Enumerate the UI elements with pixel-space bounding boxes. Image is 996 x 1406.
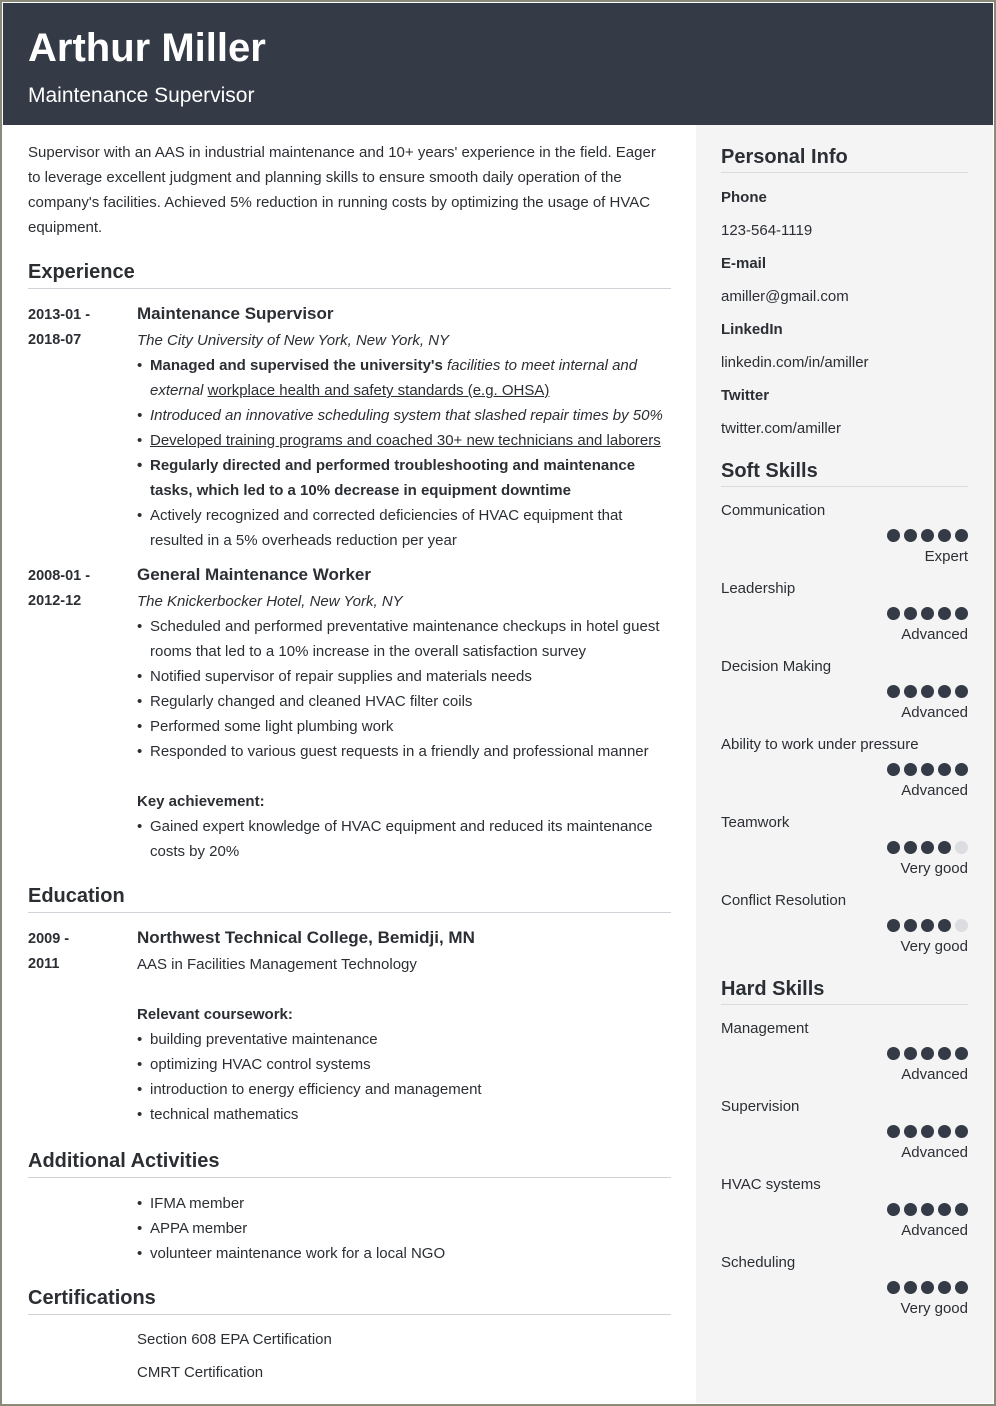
list-item: • volunteer maintenance work for a local NGO [137, 1241, 671, 1266]
skill-level: Advanced [901, 782, 968, 799]
skill-rating [721, 529, 968, 542]
list-item: • technical mathematics [137, 1102, 671, 1127]
rating-dot-filled [938, 763, 951, 776]
list-item: • Actively recognized and corrected deficiencies of HVAC equipment that resulted in a 5% overheads reduction per year [137, 503, 671, 553]
skill-rating [721, 685, 968, 698]
education-heading: Education [28, 884, 671, 913]
rating-dot-filled [921, 529, 934, 542]
soft-skills-heading: Soft Skills [721, 459, 968, 487]
rating-dot-filled [921, 1281, 934, 1294]
rating-dot-filled [921, 919, 934, 932]
rating-dot-filled [904, 607, 917, 620]
skill-name: Ability to work under pressure [721, 736, 919, 753]
certification-item: Section 608 EPA Certification [137, 1331, 332, 1348]
skill-item [721, 579, 968, 645]
skill-name: HVAC systems [721, 1176, 821, 1193]
email-label: E-mail [721, 255, 767, 272]
list-item: • Notified supervisor of repair supplies and materials needs [137, 664, 671, 689]
list-item: • Performed some light plumbing work [137, 714, 671, 739]
rating-dot-filled [904, 763, 917, 776]
job-bullets [137, 614, 671, 764]
skill-rating [721, 1281, 968, 1294]
rating-dot-filled [921, 1047, 934, 1060]
skill-level: Advanced [901, 626, 968, 643]
skill-name: Supervision [721, 1098, 800, 1115]
skill-name: Management [721, 1020, 809, 1037]
rating-dot-filled [938, 1203, 951, 1216]
rating-dot-filled [955, 1047, 968, 1060]
rating-dot-empty [955, 919, 968, 932]
rating-dot-filled [904, 529, 917, 542]
certifications-list [28, 1327, 671, 1385]
rating-dot-filled [938, 841, 951, 854]
list-item: • Responded to various guest requests in a friendly and professional manner [137, 739, 671, 764]
linkedin-label: LinkedIn [721, 321, 783, 338]
degree: AAS in Facilities Management Technology [137, 956, 417, 973]
job-title: Maintenance Supervisor [137, 304, 334, 323]
skill-name: Leadership [721, 580, 796, 597]
skill-name: Conflict Resolution [721, 892, 847, 909]
rating-dot-filled [904, 685, 917, 698]
skill-item [721, 1097, 968, 1163]
phone-label: Phone [721, 189, 767, 206]
list-item: • Managed and supervised the university's facilities to meet internal and external workplace health and safety standards (e.g. OHSA) [137, 353, 671, 403]
summary: Supervisor with an AAS in industrial maintenance and 10+ years' experience in the field. Eager to leverage excellent judgment and planning skills to ensure smooth daily operation of the company's facilities. Achieved 5% reduction in running costs by optimizing the usage of HVAC equipment. [28, 144, 656, 236]
email-value: amiller@gmail.com [721, 288, 849, 305]
skill-item [721, 1253, 968, 1319]
rating-dot-filled [938, 685, 951, 698]
coursework-label: Relevant coursework: [137, 1006, 293, 1023]
skill-rating [721, 763, 968, 776]
hard-skills-list [721, 1019, 968, 1319]
linkedin-value: linkedin.com/in/amiller [721, 354, 869, 371]
skill-rating [721, 1203, 968, 1216]
rating-dot-filled [887, 685, 900, 698]
activities-list [28, 1191, 671, 1266]
skill-level: Advanced [901, 1066, 968, 1083]
hard-skills-heading: Hard Skills [721, 977, 968, 1005]
rating-dot-filled [921, 607, 934, 620]
rating-dot-filled [921, 841, 934, 854]
rating-dot-filled [921, 763, 934, 776]
job-dates: 2013-01 - 2018-07 [28, 307, 91, 348]
skill-level: Very good [900, 938, 968, 955]
rating-dot-filled [955, 1203, 968, 1216]
list-item: • APPA member [137, 1216, 671, 1241]
certifications-heading: Certifications [28, 1286, 671, 1315]
rating-dot-filled [904, 1281, 917, 1294]
rating-dot-filled [887, 1281, 900, 1294]
skill-item [721, 735, 968, 801]
rating-dot-filled [904, 1203, 917, 1216]
rating-dot-filled [887, 1047, 900, 1060]
rating-dot-filled [887, 1203, 900, 1216]
resume-header [3, 3, 993, 125]
experience-heading: Experience [28, 260, 671, 289]
job-bullets [137, 353, 671, 553]
skill-level: Very good [900, 860, 968, 877]
personal-info-heading: Personal Info [721, 145, 968, 173]
skill-item [721, 813, 968, 879]
education-entry [28, 926, 671, 1127]
rating-dot-filled [955, 685, 968, 698]
rating-dot-filled [887, 529, 900, 542]
activities-heading: Additional Activities [28, 1149, 671, 1178]
skill-rating [721, 919, 968, 932]
skill-level: Advanced [901, 1144, 968, 1161]
list-item: • Gained expert knowledge of HVAC equipment and reduced its maintenance costs by 20% [137, 814, 671, 864]
rating-dot-filled [921, 685, 934, 698]
job-employer: The Knickerbocker Hotel, New York, NY [137, 593, 403, 610]
skill-level: Advanced [901, 1222, 968, 1239]
skill-name: Communication [721, 502, 826, 519]
job-entry [28, 302, 671, 553]
list-item: • optimizing HVAC control systems [137, 1052, 671, 1077]
skill-rating [721, 607, 968, 620]
skill-item [721, 1019, 968, 1085]
rating-dot-empty [955, 841, 968, 854]
job-dates: 2008-01 - 2012-12 [28, 568, 91, 609]
skill-rating [721, 1125, 968, 1138]
candidate-name: Arthur Miller [28, 26, 266, 70]
main-column [28, 125, 671, 1385]
rating-dot-filled [955, 1125, 968, 1138]
list-item: • Regularly changed and cleaned HVAC filter coils [137, 689, 671, 714]
rating-dot-filled [887, 1125, 900, 1138]
skill-rating [721, 1047, 968, 1060]
rating-dot-filled [938, 1047, 951, 1060]
key-achievement-label: Key achievement: [137, 793, 265, 810]
coursework-list [137, 1027, 671, 1127]
rating-dot-filled [904, 841, 917, 854]
rating-dot-filled [955, 1281, 968, 1294]
list-item: • introduction to energy efficiency and management [137, 1077, 671, 1102]
soft-skills-list [721, 501, 968, 957]
skill-name: Scheduling [721, 1254, 796, 1271]
rating-dot-filled [921, 1125, 934, 1138]
list-item: • building preventative maintenance [137, 1027, 671, 1052]
list-item: • Regularly directed and performed troubleshooting and maintenance tasks, which led to a 10% decrease in equipment downtime [137, 453, 671, 503]
skill-item [721, 1175, 968, 1241]
job-entry [28, 563, 671, 864]
skill-level: Very good [900, 1300, 968, 1317]
skill-item [721, 657, 968, 723]
list-item: • IFMA member [137, 1191, 671, 1216]
rating-dot-filled [887, 841, 900, 854]
job-title: General Maintenance Worker [137, 565, 371, 584]
job-employer: The City University of New York, New York, NY [137, 332, 450, 349]
skill-item [721, 501, 968, 567]
skill-item [721, 891, 968, 957]
phone-value: 123-564-1119 [721, 222, 813, 239]
school-name: Northwest Technical College, Bemidji, MN [137, 928, 475, 947]
rating-dot-filled [955, 763, 968, 776]
education-dates: 2009 - 2011 [28, 931, 70, 972]
skill-level: Expert [924, 548, 968, 565]
rating-dot-filled [904, 919, 917, 932]
candidate-title: Maintenance Supervisor [28, 84, 255, 107]
rating-dot-filled [938, 919, 951, 932]
list-item: • Introduced an innovative scheduling system that slashed repair times by 50% [137, 403, 671, 428]
rating-dot-filled [887, 763, 900, 776]
rating-dot-filled [938, 1125, 951, 1138]
rating-dot-filled [955, 529, 968, 542]
certification-item: CMRT Certification [137, 1364, 264, 1381]
twitter-value: twitter.com/amiller [721, 420, 842, 437]
rating-dot-filled [887, 607, 900, 620]
rating-dot-filled [938, 529, 951, 542]
rating-dot-filled [938, 607, 951, 620]
list-item: • Developed training programs and coached 30+ new technicians and laborers [137, 428, 671, 453]
rating-dot-filled [904, 1047, 917, 1060]
rating-dot-filled [938, 1281, 951, 1294]
skill-name: Decision Making [721, 658, 832, 675]
rating-dot-filled [904, 1125, 917, 1138]
rating-dot-filled [887, 919, 900, 932]
rating-dot-filled [955, 607, 968, 620]
rating-dot-filled [921, 1203, 934, 1216]
sidebar [696, 125, 993, 1403]
skill-level: Advanced [901, 704, 968, 721]
twitter-label: Twitter [721, 387, 770, 404]
skill-name: Teamwork [721, 814, 790, 831]
list-item: • Scheduled and performed preventative maintenance checkups in hotel guest rooms that led to a 10% increase in the overall satisfaction survey [137, 614, 671, 664]
skill-rating [721, 841, 968, 854]
